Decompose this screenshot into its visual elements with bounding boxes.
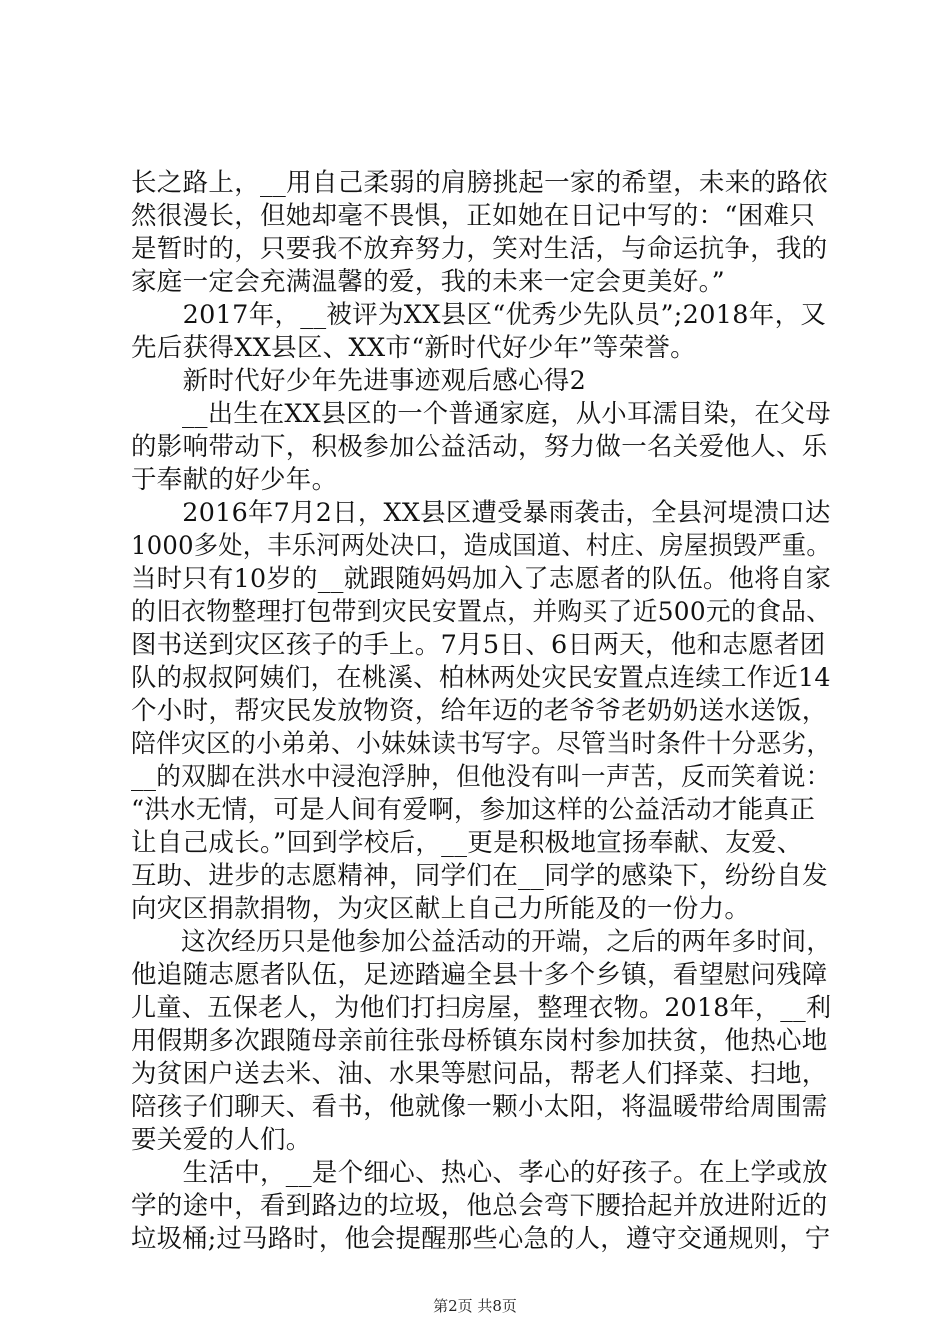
text-line: 陪伴灾区的小弟弟、小妹妹读书写字。尽管当时条件十分恶劣， [131, 729, 832, 759]
text-line: 先后获得XX县区、XX市“新时代好少年”等荣誉。 [131, 333, 696, 363]
text-line: 的影响带动下，积极参加公益活动，努力做一名关爱他人、乐 [131, 432, 828, 462]
text-line: 的旧衣物整理打包带到灾民安置点，并购买了近500元的食品、 [131, 597, 832, 627]
text-line: 向灾区捐款捐物，为灾区献上自己力所能及的一份力。 [131, 894, 751, 924]
text-line: __出生在XX县区的一个普通家庭，从小耳濡目染，在父母 [131, 399, 832, 429]
text-line: 要关爱的人们。 [131, 1125, 312, 1155]
text-line: 让自己成长。”回到学校后，__更是积极地宣扬奉献、友爱、 [131, 828, 803, 858]
text-line: 为贫困户送去米、油、水果等慰问品，帮老人们择菜、扫地， [131, 1059, 828, 1089]
text-line: 然很漫长，但她却毫不畏惧，正如她在日记中写的：“困难只 [131, 201, 816, 231]
text-line: 生活中，__是个细心、热心、孝心的好孩子。在上学或放 [131, 1158, 828, 1188]
text-line: 于奉献的好少年。 [131, 465, 338, 495]
text-line: 家庭一定会充满温馨的爱，我的未来一定会更美好。” [131, 267, 725, 297]
text-line: 陪孩子们聊天、看书，他就像一颗小太阳，将温暖带给周围需 [131, 1092, 828, 1122]
text-line: 2017年，__被评为XX县区“优秀少先队员”;2018年，又 [131, 300, 827, 330]
text-line: 个小时，帮灾民发放物资，给年迈的老爷爷老奶奶送水送饭， [131, 696, 828, 726]
text-line: 儿童、五保老人，为他们打扫房屋，整理衣物。2018年，__利 [131, 993, 832, 1023]
text-line: 当时只有10岁的__就跟随妈妈加入了志愿者的队伍。他将自家 [131, 564, 832, 594]
section-heading: 新时代好少年先进事迹观后感心得2 [131, 366, 587, 396]
page-number-footer: 第2页 共8页 [433, 1297, 517, 1315]
text-line: 图书送到灾区孩子的手上。7月5日、6日两天，他和志愿者团 [131, 630, 826, 660]
text-line: 学的途中，看到路边的垃圾，他总会弯下腰拾起并放进附近的 [131, 1191, 828, 1221]
text-line: 他追随志愿者队伍，足迹踏遍全县十多个乡镇，看望慰问残障 [131, 960, 828, 990]
text-line: 垃圾桶;过马路时，他会提醒那些心急的人，遵守交通规则，宁 [131, 1224, 831, 1254]
text-line: 长之路上，__用自己柔弱的肩膀挑起一家的希望，未来的路依 [131, 168, 828, 198]
text-line: 这次经历只是他参加公益活动的开端，之后的两年多时间， [131, 927, 832, 957]
text-line: “洪水无情，可是人间有爱啊，参加这样的公益活动才能真正 [131, 795, 816, 825]
text-line: 互助、进步的志愿精神，同学们在__同学的感染下，纷纷自发 [131, 861, 828, 891]
text-line: 2016年7月2日，XX县区遭受暴雨袭击，全县河堤溃口达 [131, 498, 831, 528]
text-line: 用假期多次跟随母亲前往张母桥镇东岗村参加扶贫，他热心地 [131, 1026, 828, 1056]
text-line: 队的叔叔阿姨们，在桃溪、柏林两处灾民安置点连续工作近14 [131, 663, 831, 693]
text-line: __的双脚在洪水中浸泡浮肿，但他没有叫一声苦，反而笑着说： [131, 762, 831, 792]
document-body [131, 167, 831, 1256]
text-line: 1000多处，丰乐河两处决口，造成国道、村庄、房屋损毁严重。 [131, 531, 831, 561]
text-line: 是暂时的，只要我不放弃努力，笑对生活，与命运抗争，我的 [131, 234, 828, 264]
